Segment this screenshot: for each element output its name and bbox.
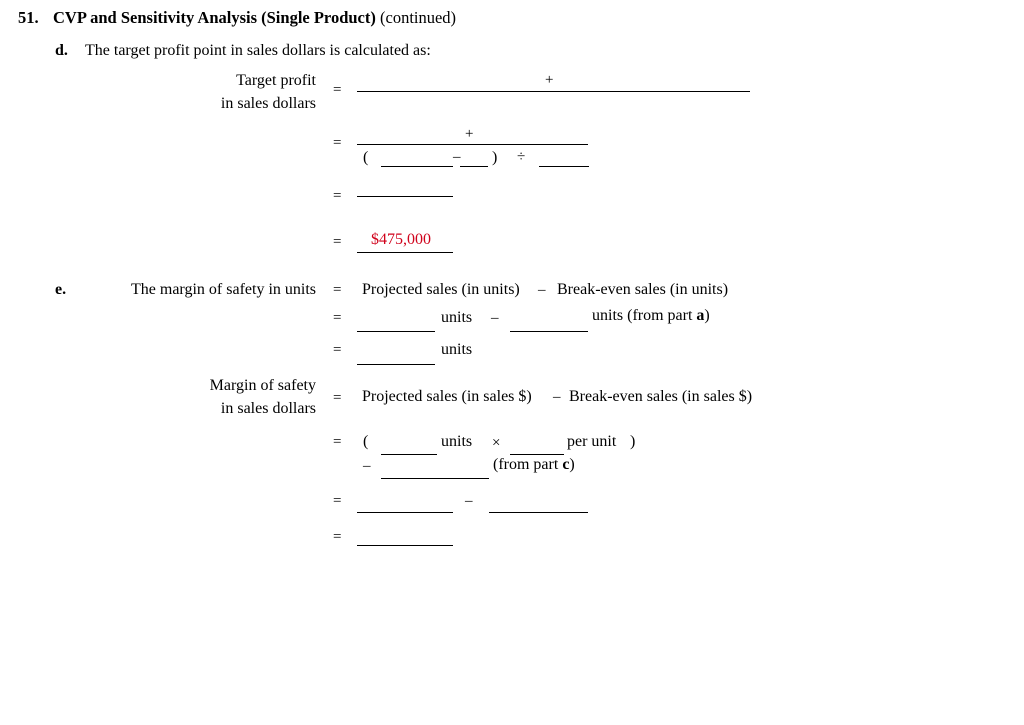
d-eq-1: = (333, 82, 342, 98)
e-blank-breakeven-units (510, 331, 588, 332)
mos-dollars-label-line2: in sales dollars (220, 400, 316, 417)
d-answer-underline (357, 252, 453, 253)
mos-dollars-label-line1: Margin of safety (209, 377, 316, 394)
d-blank-ratio (357, 196, 453, 197)
from-part-prefix: (from part (493, 456, 563, 473)
e-units-2: units (441, 341, 473, 358)
e-from-part-c (493, 457, 575, 473)
problem-title (53, 10, 456, 27)
e-units-3: units (441, 433, 473, 450)
formula-projected-dollars: Projected sales (in sales $) (362, 388, 532, 405)
d-plus-2: + (465, 126, 474, 142)
d-blank-price-divisor (539, 166, 589, 167)
formula-breakeven-units: Break-even sales (in units) (557, 281, 729, 298)
e-blank-mos-units (357, 364, 435, 365)
problem-title-text: CVP and Sensitivity Analysis (Single Product) (53, 8, 376, 27)
from-part-close: ) (569, 456, 575, 473)
e-minus-2: – (491, 310, 499, 326)
e-blank-breakeven-dollars-2 (489, 512, 588, 513)
e-units-1: units (441, 309, 473, 326)
formula-breakeven-dollars: Break-even sales (in sales $) (569, 388, 753, 405)
e-blank-price (510, 454, 564, 455)
e-minus-5: – (465, 493, 473, 509)
target-profit-label-line2: in sales dollars (220, 95, 316, 112)
d-open-paren: ( (363, 149, 369, 166)
e-eq-5: = (333, 434, 342, 450)
formula-projected-units: Projected sales (in units) (362, 281, 520, 298)
e-units-from-part-a (592, 308, 710, 324)
e-open-paren: ( (363, 433, 369, 450)
e-minus-4: – (363, 458, 371, 474)
e-minus-3: – (553, 389, 561, 405)
d-eq-2: = (333, 135, 342, 151)
d-fraction-bar-2 (357, 144, 588, 145)
d-fraction-bar-1 (357, 91, 750, 92)
e-minus-1: – (538, 282, 546, 298)
d-minus: – (453, 149, 461, 165)
d-blank-variable-cost (460, 166, 488, 167)
e-eq-4: = (333, 390, 342, 406)
d-divide: ÷ (517, 149, 526, 165)
e-close-paren: ) (630, 433, 636, 450)
e-times: × (492, 435, 501, 451)
d-close-paren: ) (492, 149, 498, 166)
e-eq-1: = (333, 282, 342, 298)
e-eq-6: = (333, 493, 342, 509)
d-eq-3: = (333, 188, 342, 204)
part-a-ref: a (696, 307, 705, 324)
d-blank-price (381, 166, 453, 167)
d-eq-4: = (333, 234, 342, 250)
units-from-part-prefix: units (from part (592, 307, 697, 324)
target-profit-label-line1: Target profit (236, 72, 316, 89)
e-blank-projected-units-2 (381, 454, 437, 455)
d-answer: $475,000 (371, 231, 431, 248)
e-per-unit: per unit (567, 433, 617, 450)
e-blank-mos-dollars (357, 545, 453, 546)
part-d-intro: The target profit point in sales dollars is calculated as: (85, 42, 431, 59)
units-from-part-close: ) (704, 307, 710, 324)
problem-title-suffix: (continued) (380, 8, 457, 27)
e-eq-2: = (333, 310, 342, 326)
part-e-letter: e. (55, 281, 67, 298)
part-c-ref: c (562, 456, 570, 473)
mos-units-label: The margin of safety in units (131, 281, 316, 298)
e-blank-projected-dollars (357, 512, 453, 513)
e-blank-projected-units (357, 331, 435, 332)
d-plus-1: + (545, 72, 554, 88)
part-d-letter: d. (55, 42, 68, 59)
problem-number: 51. (18, 8, 39, 27)
e-eq-3: = (333, 342, 342, 358)
e-blank-breakeven-dollars (381, 478, 489, 479)
e-eq-7: = (333, 529, 342, 545)
